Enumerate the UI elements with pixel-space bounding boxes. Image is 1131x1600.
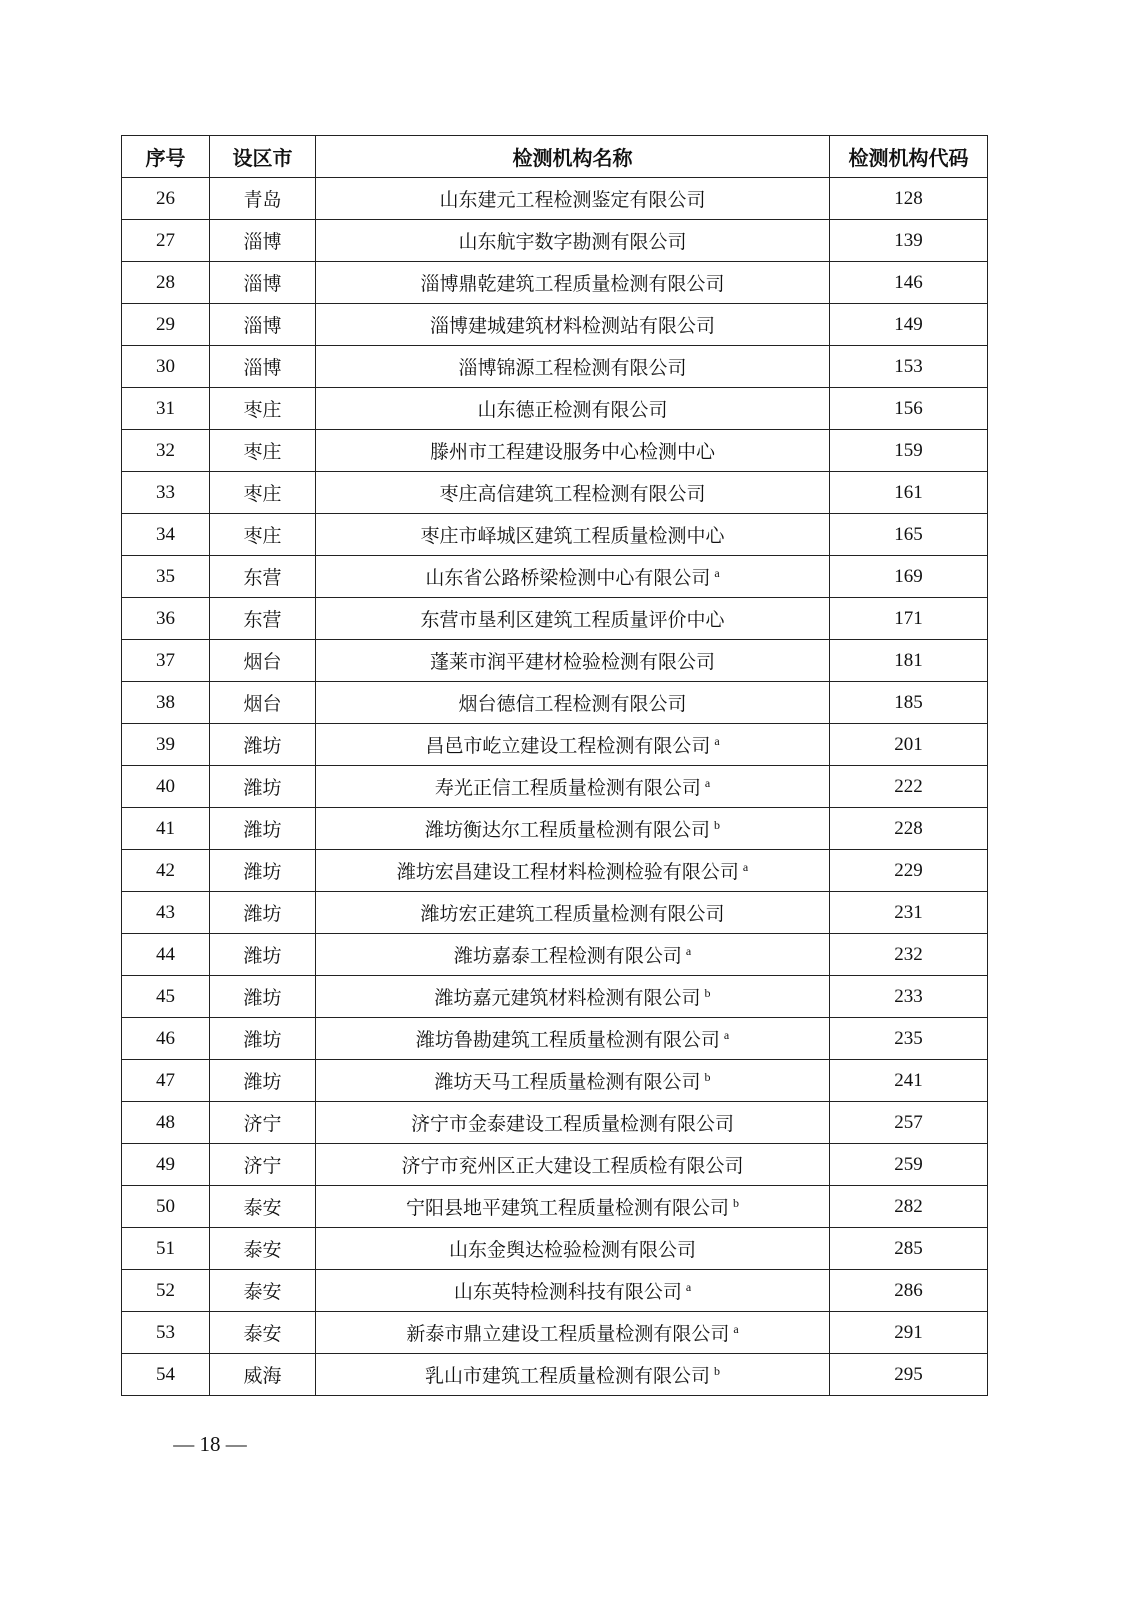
row-agency-name-text: 寿光正信工程质量检测有限公司: [434, 777, 701, 799]
row-index: [122, 1144, 210, 1186]
table-row: [122, 1270, 988, 1312]
row-city: [210, 388, 316, 430]
row-city-text: 潍坊: [243, 945, 282, 967]
row-agency-name: [316, 682, 830, 724]
table-row: [122, 640, 988, 682]
row-city: [210, 472, 316, 514]
row-city-text: 东营: [243, 567, 282, 589]
row-agency-name-text: 潍坊宏昌建设工程材料检测检验有限公司: [396, 861, 739, 883]
row-agency-code: [830, 1018, 988, 1060]
row-index-text: 35: [156, 565, 175, 587]
row-agency-code-text: 231: [894, 901, 923, 923]
row-agency-code-text: 228: [894, 817, 923, 839]
row-agency-code-text: 149: [894, 313, 923, 335]
row-city-text: 潍坊: [243, 819, 282, 841]
row-agency-name: [316, 514, 830, 556]
row-city: [210, 808, 316, 850]
row-index-text: 39: [156, 733, 175, 755]
table-row: [122, 808, 988, 850]
row-index-text: 44: [156, 943, 175, 965]
row-index-text: 43: [156, 901, 175, 923]
row-agency-code-text: 232: [894, 943, 923, 965]
row-agency-name: [316, 556, 830, 598]
row-agency-name-text: 东营市垦利区建筑工程质量评价中心: [420, 609, 725, 631]
row-agency-code: [830, 682, 988, 724]
row-agency-name-text: 济宁市兖州区正大建设工程质检有限公司: [401, 1155, 744, 1177]
table-row: [122, 346, 988, 388]
row-city: [210, 514, 316, 556]
header-index: 序号: [122, 136, 210, 178]
row-index: [122, 1228, 210, 1270]
row-city-text: 潍坊: [243, 777, 282, 799]
row-index-text: 38: [156, 691, 175, 713]
row-agency-code: [830, 430, 988, 472]
row-agency-name-text: 潍坊嘉元建筑材料检测有限公司: [434, 987, 701, 1009]
header-agency-code: 检测机构代码: [830, 136, 988, 178]
row-agency-code-text: 156: [894, 397, 923, 419]
row-agency-name-text: 山东金舆达检验检测有限公司: [448, 1239, 696, 1261]
row-index: [122, 262, 210, 304]
table-row: [122, 1354, 988, 1396]
row-agency-code: [830, 1312, 988, 1354]
row-index: [122, 934, 210, 976]
row-index: [122, 724, 210, 766]
row-index: [122, 1354, 210, 1396]
footnote-marker: a: [742, 859, 749, 874]
footnote-marker: a: [685, 1279, 692, 1294]
row-agency-code-text: 257: [894, 1111, 923, 1133]
row-city-text: 淄博: [243, 315, 282, 337]
row-city: [210, 1102, 316, 1144]
row-city-text: 青岛: [243, 189, 282, 211]
row-agency-name: [316, 934, 830, 976]
table-row: [122, 388, 988, 430]
row-agency-name: [316, 598, 830, 640]
row-city: [210, 850, 316, 892]
table-row: [122, 892, 988, 934]
table-body: [122, 178, 988, 1396]
row-city: [210, 178, 316, 220]
row-agency-code-text: 229: [894, 859, 923, 881]
row-agency-code: [830, 640, 988, 682]
table-row: [122, 934, 988, 976]
row-city-text: 枣庄: [243, 525, 282, 547]
table-row: [122, 850, 988, 892]
row-index-text: 41: [156, 817, 175, 839]
row-index: [122, 892, 210, 934]
row-agency-name-text: 宁阳县地平建筑工程质量检测有限公司: [405, 1197, 729, 1219]
row-agency-name: [316, 472, 830, 514]
row-city-text: 泰安: [243, 1281, 282, 1303]
row-index-text: 45: [156, 985, 175, 1007]
table-row: [122, 1144, 988, 1186]
row-agency-name-text: 乳山市建筑工程质量检测有限公司: [424, 1365, 710, 1387]
row-agency-name-text: 烟台德信工程检测有限公司: [458, 693, 687, 715]
row-agency-code: [830, 808, 988, 850]
row-agency-code-text: 128: [894, 187, 923, 209]
table-row: [122, 556, 988, 598]
row-agency-name: [316, 850, 830, 892]
row-city-text: 潍坊: [243, 987, 282, 1009]
table-row: [122, 220, 988, 262]
row-index: [122, 220, 210, 262]
row-index-text: 33: [156, 481, 175, 503]
row-agency-name-text: 山东航宇数字勘测有限公司: [458, 231, 687, 253]
row-agency-code-text: 235: [894, 1027, 923, 1049]
row-index-text: 54: [156, 1363, 175, 1385]
row-index: [122, 346, 210, 388]
row-agency-code-text: 286: [894, 1279, 923, 1301]
table-row: [122, 1060, 988, 1102]
row-index: [122, 1186, 210, 1228]
row-index: [122, 430, 210, 472]
footnote-marker: b: [704, 1069, 711, 1084]
row-agency-code: [830, 514, 988, 556]
row-agency-code-text: 146: [894, 271, 923, 293]
row-index: [122, 178, 210, 220]
table-row: [122, 1228, 988, 1270]
row-agency-name: [316, 1312, 830, 1354]
row-agency-code-text: 295: [894, 1363, 923, 1385]
footnote-marker: a: [714, 733, 720, 748]
row-agency-name-text: 山东建元工程检测鉴定有限公司: [439, 189, 706, 211]
row-agency-code-text: 161: [894, 481, 923, 503]
row-agency-name-text: 潍坊天马工程质量检测有限公司: [434, 1071, 701, 1093]
row-city: [210, 220, 316, 262]
row-city-text: 淄博: [243, 231, 282, 253]
row-index-text: 46: [156, 1027, 175, 1049]
row-agency-code: [830, 556, 988, 598]
row-index: [122, 1270, 210, 1312]
row-agency-code: [830, 346, 988, 388]
row-agency-code: [830, 388, 988, 430]
row-city-text: 泰安: [243, 1323, 282, 1345]
row-agency-name-text: 新泰市鼎立建设工程质量检测有限公司: [406, 1323, 730, 1345]
row-agency-code-text: 241: [894, 1069, 923, 1091]
row-agency-name: [316, 1228, 830, 1270]
row-index: [122, 976, 210, 1018]
row-index: [122, 514, 210, 556]
row-city-text: 淄博: [243, 273, 282, 295]
table-row: [122, 1186, 988, 1228]
row-index-text: 42: [156, 859, 175, 881]
table-row: [122, 472, 988, 514]
row-agency-code: [830, 766, 988, 808]
row-index: [122, 1312, 210, 1354]
table-row: [122, 1312, 988, 1354]
table-row: [122, 1102, 988, 1144]
row-city: [210, 1354, 316, 1396]
row-city: [210, 598, 316, 640]
row-agency-code-text: 201: [894, 733, 923, 755]
row-index-text: 40: [156, 775, 175, 797]
row-city: [210, 346, 316, 388]
row-agency-name-text: 枣庄市峄城区建筑工程质量检测中心: [420, 525, 725, 547]
row-index: [122, 682, 210, 724]
row-index-text: 31: [156, 397, 175, 419]
row-city-text: 东营: [243, 609, 282, 631]
row-agency-name: [316, 1060, 830, 1102]
row-index-text: 50: [156, 1195, 175, 1217]
row-city: [210, 1312, 316, 1354]
row-agency-code-text: 282: [894, 1195, 923, 1217]
row-index: [122, 640, 210, 682]
row-index-text: 32: [156, 439, 175, 461]
row-index-text: 26: [156, 187, 175, 209]
row-city: [210, 724, 316, 766]
row-agency-code: [830, 934, 988, 976]
row-agency-name-text: 山东英特检测科技有限公司: [453, 1281, 682, 1303]
row-agency-name-text: 淄博建城建筑材料检测站有限公司: [429, 315, 715, 337]
row-agency-code-text: 259: [894, 1153, 923, 1175]
row-agency-name: [316, 976, 830, 1018]
row-city-text: 潍坊: [243, 1029, 282, 1051]
row-city-text: 泰安: [243, 1239, 282, 1261]
table-row: [122, 976, 988, 1018]
row-agency-code: [830, 178, 988, 220]
row-agency-name-text: 滕州市工程建设服务中心检测中心: [429, 441, 715, 463]
table-row: [122, 1018, 988, 1060]
header-city: 设区市: [210, 136, 316, 178]
row-city: [210, 892, 316, 934]
row-agency-code: [830, 1060, 988, 1102]
row-city-text: 泰安: [243, 1197, 282, 1219]
row-index: [122, 766, 210, 808]
row-agency-name: [316, 304, 830, 346]
row-agency-name-text: 济宁市金泰建设工程质量检测有限公司: [410, 1113, 734, 1135]
footnote-marker: a: [723, 1027, 730, 1042]
row-index-text: 37: [156, 649, 175, 671]
row-agency-code: [830, 304, 988, 346]
row-index-text: 29: [156, 313, 175, 335]
footnote-marker: b: [733, 1195, 739, 1210]
row-city: [210, 682, 316, 724]
row-city: [210, 430, 316, 472]
row-agency-code: [830, 220, 988, 262]
row-index: [122, 304, 210, 346]
table-row: [122, 430, 988, 472]
row-index-text: 28: [156, 271, 175, 293]
row-city: [210, 1228, 316, 1270]
row-agency-name: [316, 388, 830, 430]
row-agency-code: [830, 976, 988, 1018]
table-row: [122, 766, 988, 808]
row-agency-name-text: 枣庄高信建筑工程检测有限公司: [439, 483, 706, 505]
row-agency-code-text: 169: [894, 565, 923, 587]
row-agency-name-text: 昌邑市屹立建设工程检测有限公司: [425, 735, 711, 757]
row-agency-name-text: 淄博锦源工程检测有限公司: [458, 357, 687, 379]
row-city: [210, 1270, 316, 1312]
row-index-text: 49: [156, 1153, 175, 1175]
table-row: [122, 514, 988, 556]
footnote-marker: a: [704, 775, 711, 790]
row-agency-name-text: 蓬莱市润平建材检验检测有限公司: [429, 651, 715, 673]
row-city: [210, 934, 316, 976]
row-index: [122, 556, 210, 598]
table-row: [122, 262, 988, 304]
row-city-text: 潍坊: [243, 1071, 282, 1093]
row-agency-name: [316, 220, 830, 262]
table-header-row: [122, 136, 988, 178]
page-number: — 18 —: [173, 1432, 247, 1456]
row-agency-name-text: 山东德正检测有限公司: [477, 399, 668, 421]
footnote-marker: b: [714, 817, 720, 832]
row-agency-code-text: 181: [894, 649, 923, 671]
row-city-text: 烟台: [243, 651, 282, 673]
row-index-text: 48: [156, 1111, 175, 1133]
row-agency-code: [830, 262, 988, 304]
row-city-text: 淄博: [243, 357, 282, 379]
row-index-text: 52: [156, 1279, 175, 1301]
row-agency-code-text: 153: [894, 355, 923, 377]
row-index: [122, 388, 210, 430]
row-agency-name-text: 潍坊鲁勘建筑工程质量检测有限公司: [415, 1029, 720, 1051]
row-agency-code-text: 159: [894, 439, 923, 461]
row-index-text: 47: [156, 1069, 175, 1091]
row-index-text: 27: [156, 229, 175, 251]
footnote-marker: a: [685, 943, 692, 958]
row-agency-code: [830, 724, 988, 766]
row-agency-code: [830, 472, 988, 514]
row-agency-name: [316, 178, 830, 220]
row-city: [210, 1144, 316, 1186]
row-index-text: 30: [156, 355, 175, 377]
row-agency-code: [830, 1228, 988, 1270]
row-agency-code-text: 171: [894, 607, 923, 629]
row-agency-code-text: 222: [894, 775, 923, 797]
row-agency-name-text: 潍坊嘉泰工程检测有限公司: [453, 945, 682, 967]
row-agency-code: [830, 1270, 988, 1312]
row-city-text: 济宁: [243, 1155, 282, 1177]
row-agency-name: [316, 640, 830, 682]
row-city-text: 枣庄: [243, 483, 282, 505]
footnote-marker: a: [733, 1321, 739, 1336]
row-city: [210, 1186, 316, 1228]
row-city: [210, 766, 316, 808]
row-agency-name: [316, 1144, 830, 1186]
row-index: [122, 472, 210, 514]
row-index-text: 34: [156, 523, 175, 545]
row-agency-name: [316, 430, 830, 472]
row-agency-code-text: 233: [894, 985, 923, 1007]
row-agency-code-text: 291: [894, 1321, 923, 1343]
row-agency-code: [830, 598, 988, 640]
row-agency-name: [316, 892, 830, 934]
row-index: [122, 1018, 210, 1060]
row-agency-code: [830, 1102, 988, 1144]
row-agency-code: [830, 850, 988, 892]
row-agency-code: [830, 1354, 988, 1396]
row-agency-name-text: 潍坊宏正建筑工程质量检测有限公司: [420, 903, 725, 925]
row-city-text: 枣庄: [243, 399, 282, 421]
row-city-text: 枣庄: [243, 441, 282, 463]
table-row: [122, 724, 988, 766]
row-agency-name-text: 淄博鼎乾建筑工程质量检测有限公司: [420, 273, 725, 295]
row-agency-name: [316, 1018, 830, 1060]
table-row: [122, 682, 988, 724]
row-city-text: 威海: [243, 1365, 282, 1387]
row-city: [210, 1060, 316, 1102]
row-agency-name: [316, 766, 830, 808]
row-agency-code: [830, 1186, 988, 1228]
row-index: [122, 1060, 210, 1102]
row-agency-name: [316, 808, 830, 850]
row-city: [210, 262, 316, 304]
row-agency-name-text: 山东省公路桥梁检测中心有限公司: [425, 567, 711, 589]
row-index: [122, 598, 210, 640]
row-agency-name: [316, 724, 830, 766]
row-city-text: 潍坊: [243, 861, 282, 883]
row-agency-name: [316, 262, 830, 304]
row-city: [210, 304, 316, 346]
header-agency-name: 检测机构名称: [316, 136, 830, 178]
row-city: [210, 1018, 316, 1060]
row-city-text: 潍坊: [243, 903, 282, 925]
row-agency-name: [316, 1354, 830, 1396]
row-city: [210, 640, 316, 682]
table-row: [122, 598, 988, 640]
row-index-text: 51: [156, 1237, 175, 1259]
row-agency-code-text: 165: [894, 523, 923, 545]
row-agency-code: [830, 892, 988, 934]
table-row: [122, 304, 988, 346]
table-row: [122, 178, 988, 220]
row-agency-name: [316, 1270, 830, 1312]
row-city: [210, 556, 316, 598]
row-agency-code: [830, 1144, 988, 1186]
row-city-text: 济宁: [243, 1113, 282, 1135]
row-index: [122, 850, 210, 892]
row-agency-name-text: 潍坊衡达尔工程质量检测有限公司: [424, 819, 710, 841]
row-index: [122, 808, 210, 850]
row-city-text: 烟台: [243, 693, 282, 715]
footnote-marker: a: [714, 565, 720, 580]
row-index-text: 53: [156, 1321, 175, 1343]
row-city: [210, 976, 316, 1018]
footnote-marker: b: [704, 985, 711, 1000]
row-index: [122, 1102, 210, 1144]
row-agency-name: [316, 1186, 830, 1228]
row-agency-name: [316, 346, 830, 388]
row-agency-code-text: 285: [894, 1237, 923, 1259]
inspection-agency-table: [121, 135, 988, 1396]
row-agency-name: [316, 1102, 830, 1144]
row-agency-code-text: 139: [894, 229, 923, 251]
row-city-text: 潍坊: [243, 735, 282, 757]
row-agency-code-text: 185: [894, 691, 923, 713]
row-index-text: 36: [156, 607, 175, 629]
footnote-marker: b: [714, 1363, 720, 1378]
